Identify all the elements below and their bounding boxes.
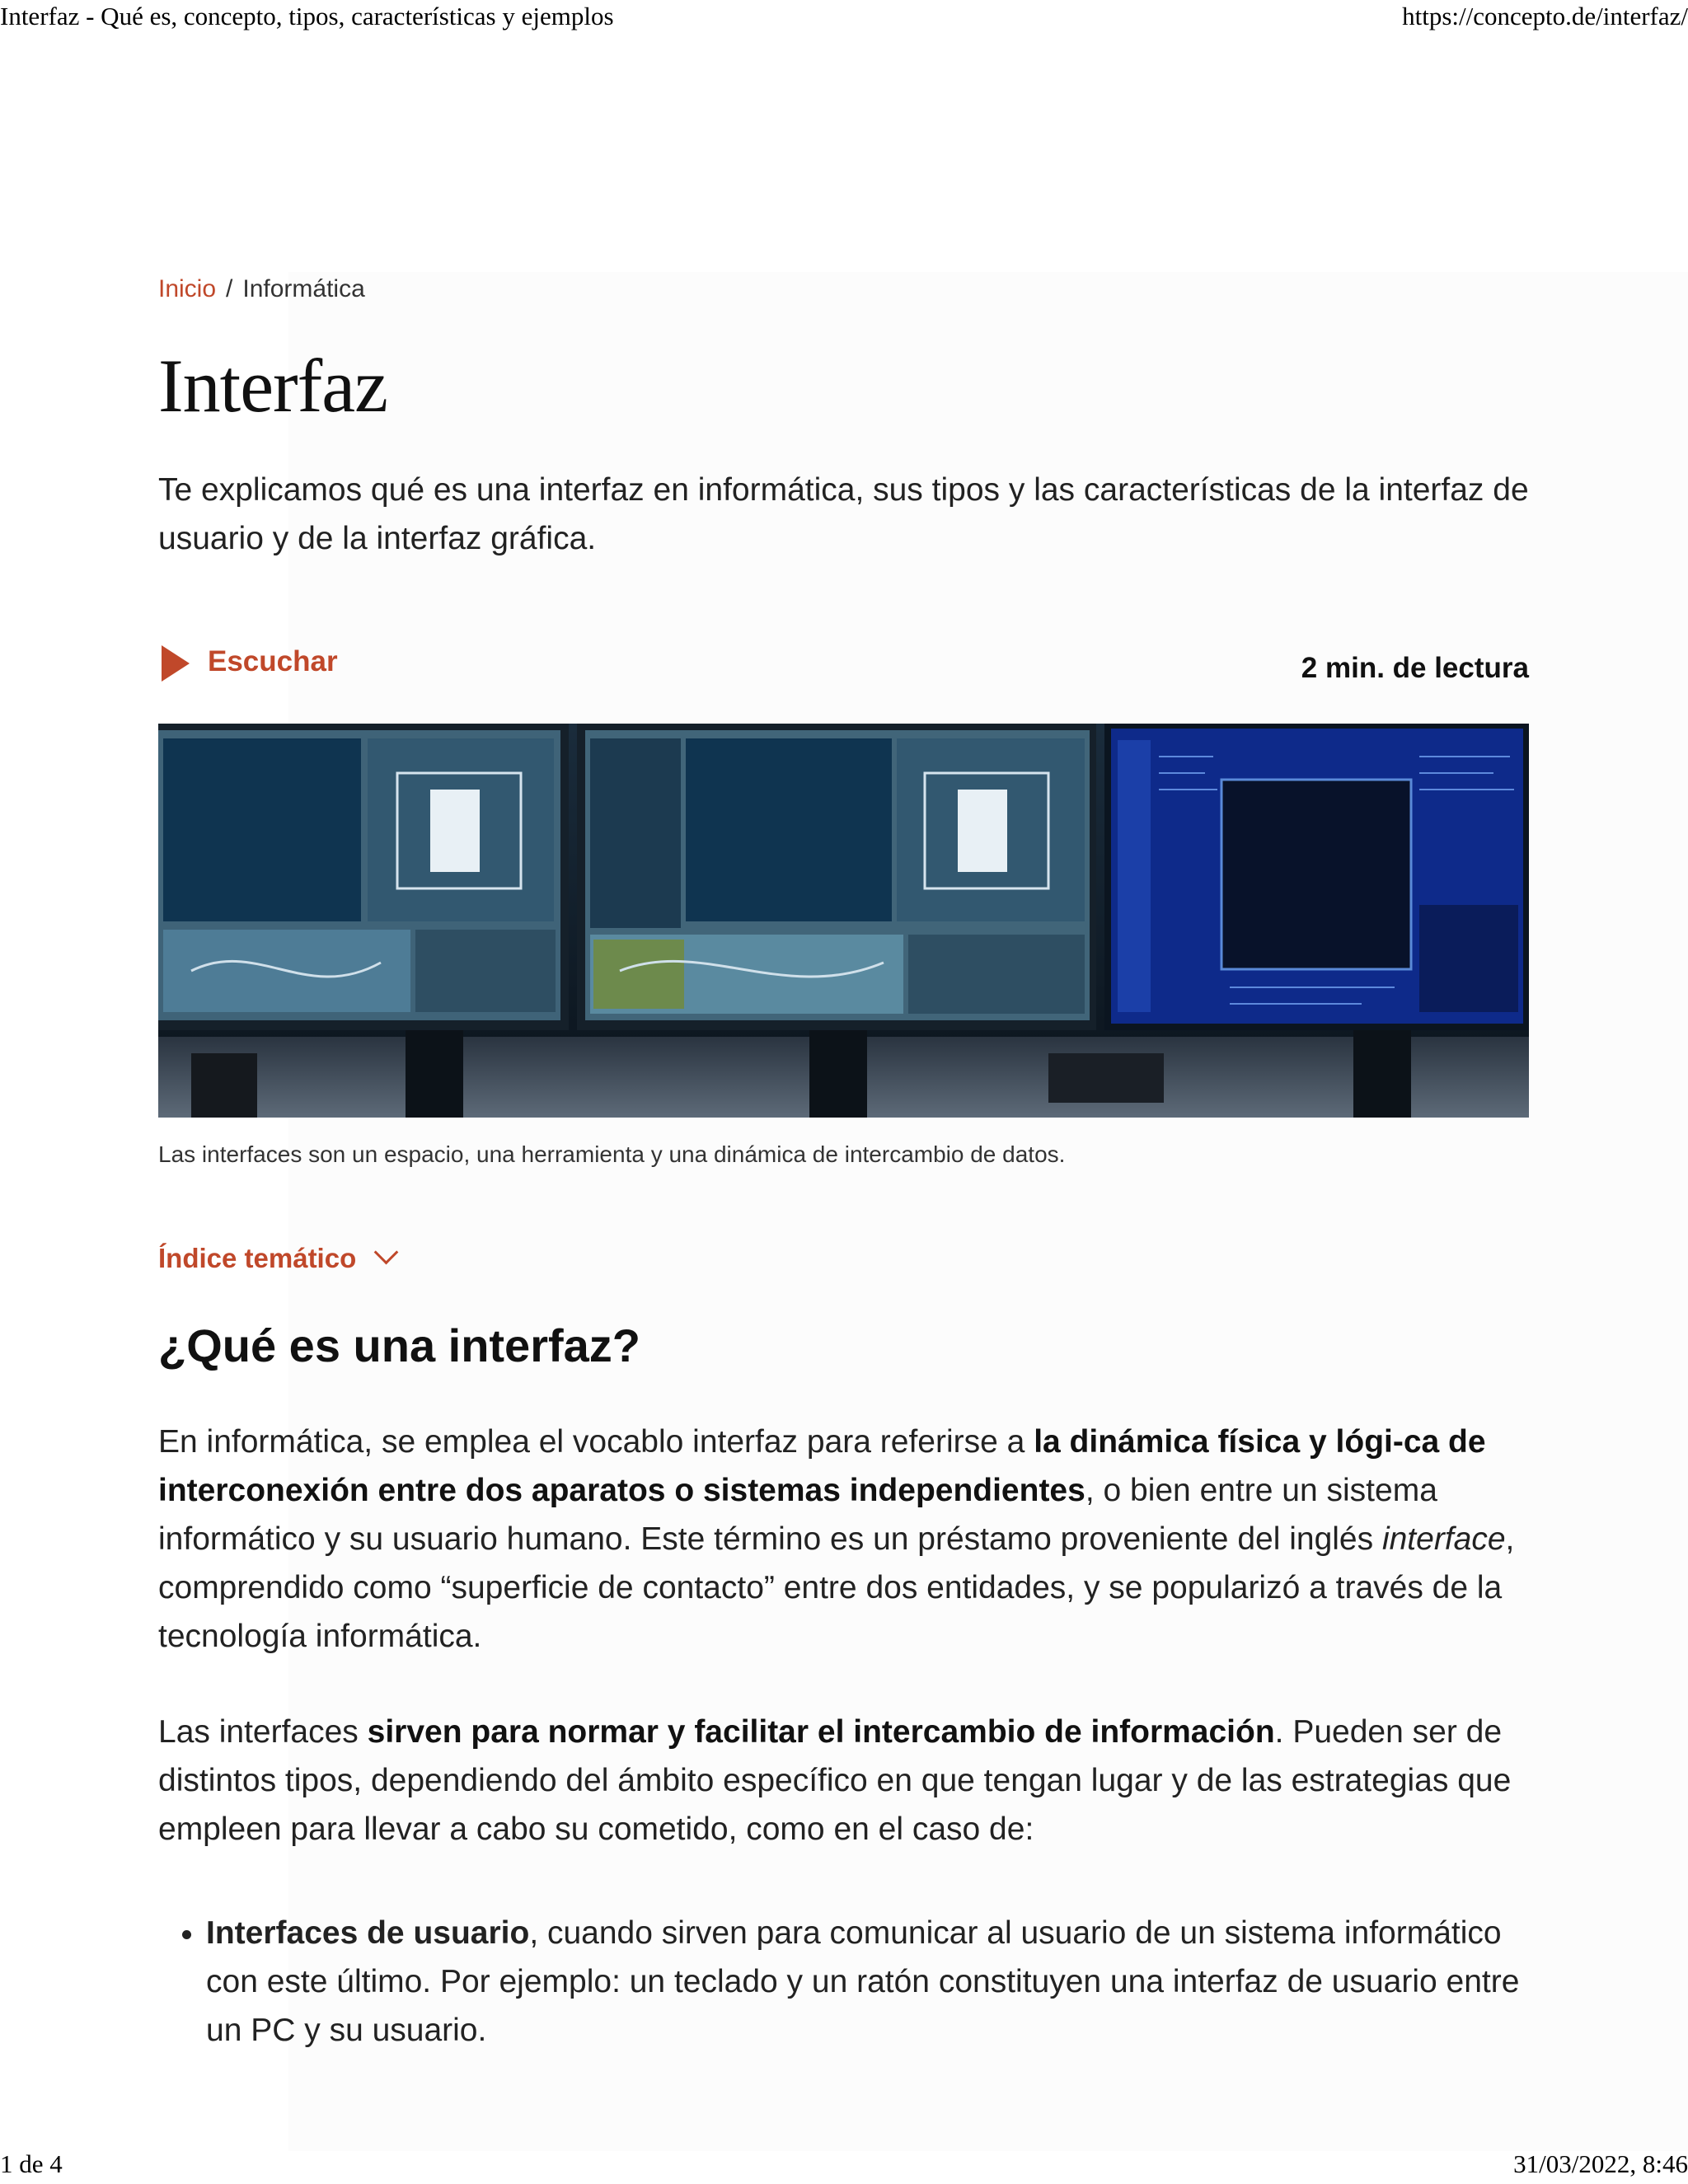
image-caption: Las interfaces son un espacio, una herramienta y una dinámica de intercambio de datos. — [158, 1141, 1066, 1167]
paragraph-1: En informática, se emplea el vocablo interfaz para referirse a la dinámica física y lógi-ca de interconexión entre dos aparatos o sistemas independientes, o bien entre un sistema informático y su usuario humano. Este término es un préstamo proveniente del inglés interface, comprendido como “superficie de contacto” entre dos entidades, y se popularizó a través de la tecnología informática. — [158, 1424, 1515, 1654]
list-item: • Interfaces de usuario, cuando sirven para comunicar al usuario de un sistema informático con este último. Por ejemplo: un teclado y un ratón constituyen una interfaz de usuario entre un PC y su usuario. — [206, 1909, 1529, 2055]
breadcrumb — [158, 275, 365, 303]
interface-types-list — [158, 1909, 1529, 2055]
print-datetime: 31/03/2022, 8:46 — [1513, 2149, 1688, 2178]
breadcrumb-current: Informática — [242, 275, 365, 302]
monitors-illustration — [158, 724, 1529, 1118]
section-title: ¿Qué es una interfaz? — [158, 1319, 640, 1371]
hero-image — [158, 724, 1529, 1118]
breadcrumb-home-link[interactable]: Inicio — [158, 275, 217, 302]
toc-label: Índice temático — [158, 1243, 357, 1273]
article-lead: Te explicamos qué es una interfaz en informática, sus tipos y las características de la interfaz de usuario y de la interfaz gráfica. — [158, 472, 1529, 556]
breadcrumb-separator: / — [226, 275, 233, 302]
print-page-title: Interfaz - Qué es, concepto, tipos, características y ejemplos — [0, 2, 614, 30]
listen-row — [158, 639, 1529, 688]
chevron-down-icon — [374, 1240, 399, 1265]
reading-time: 2 min. de lectura — [1301, 652, 1529, 684]
listen-button[interactable]: Escuchar — [208, 645, 338, 677]
print-footer — [0, 2149, 1688, 2179]
toc-toggle[interactable] — [158, 1243, 395, 1274]
print-page-number: 1 de 4 — [0, 2149, 63, 2178]
print-page-url: https://concepto.de/interfaz/ — [1402, 2, 1688, 30]
play-icon[interactable] — [162, 645, 190, 682]
paragraph-2: Las interfaces sirven para normar y facilitar el intercambio de información. Pueden ser de distintos tipos, dependiendo del ámbito específico en que tengan lugar y de las estrategias que empleen para llevar a cabo su cometido, como en el caso de: — [158, 1714, 1512, 1847]
page-title: Interfaz — [158, 344, 387, 428]
print-header — [0, 2, 1688, 31]
